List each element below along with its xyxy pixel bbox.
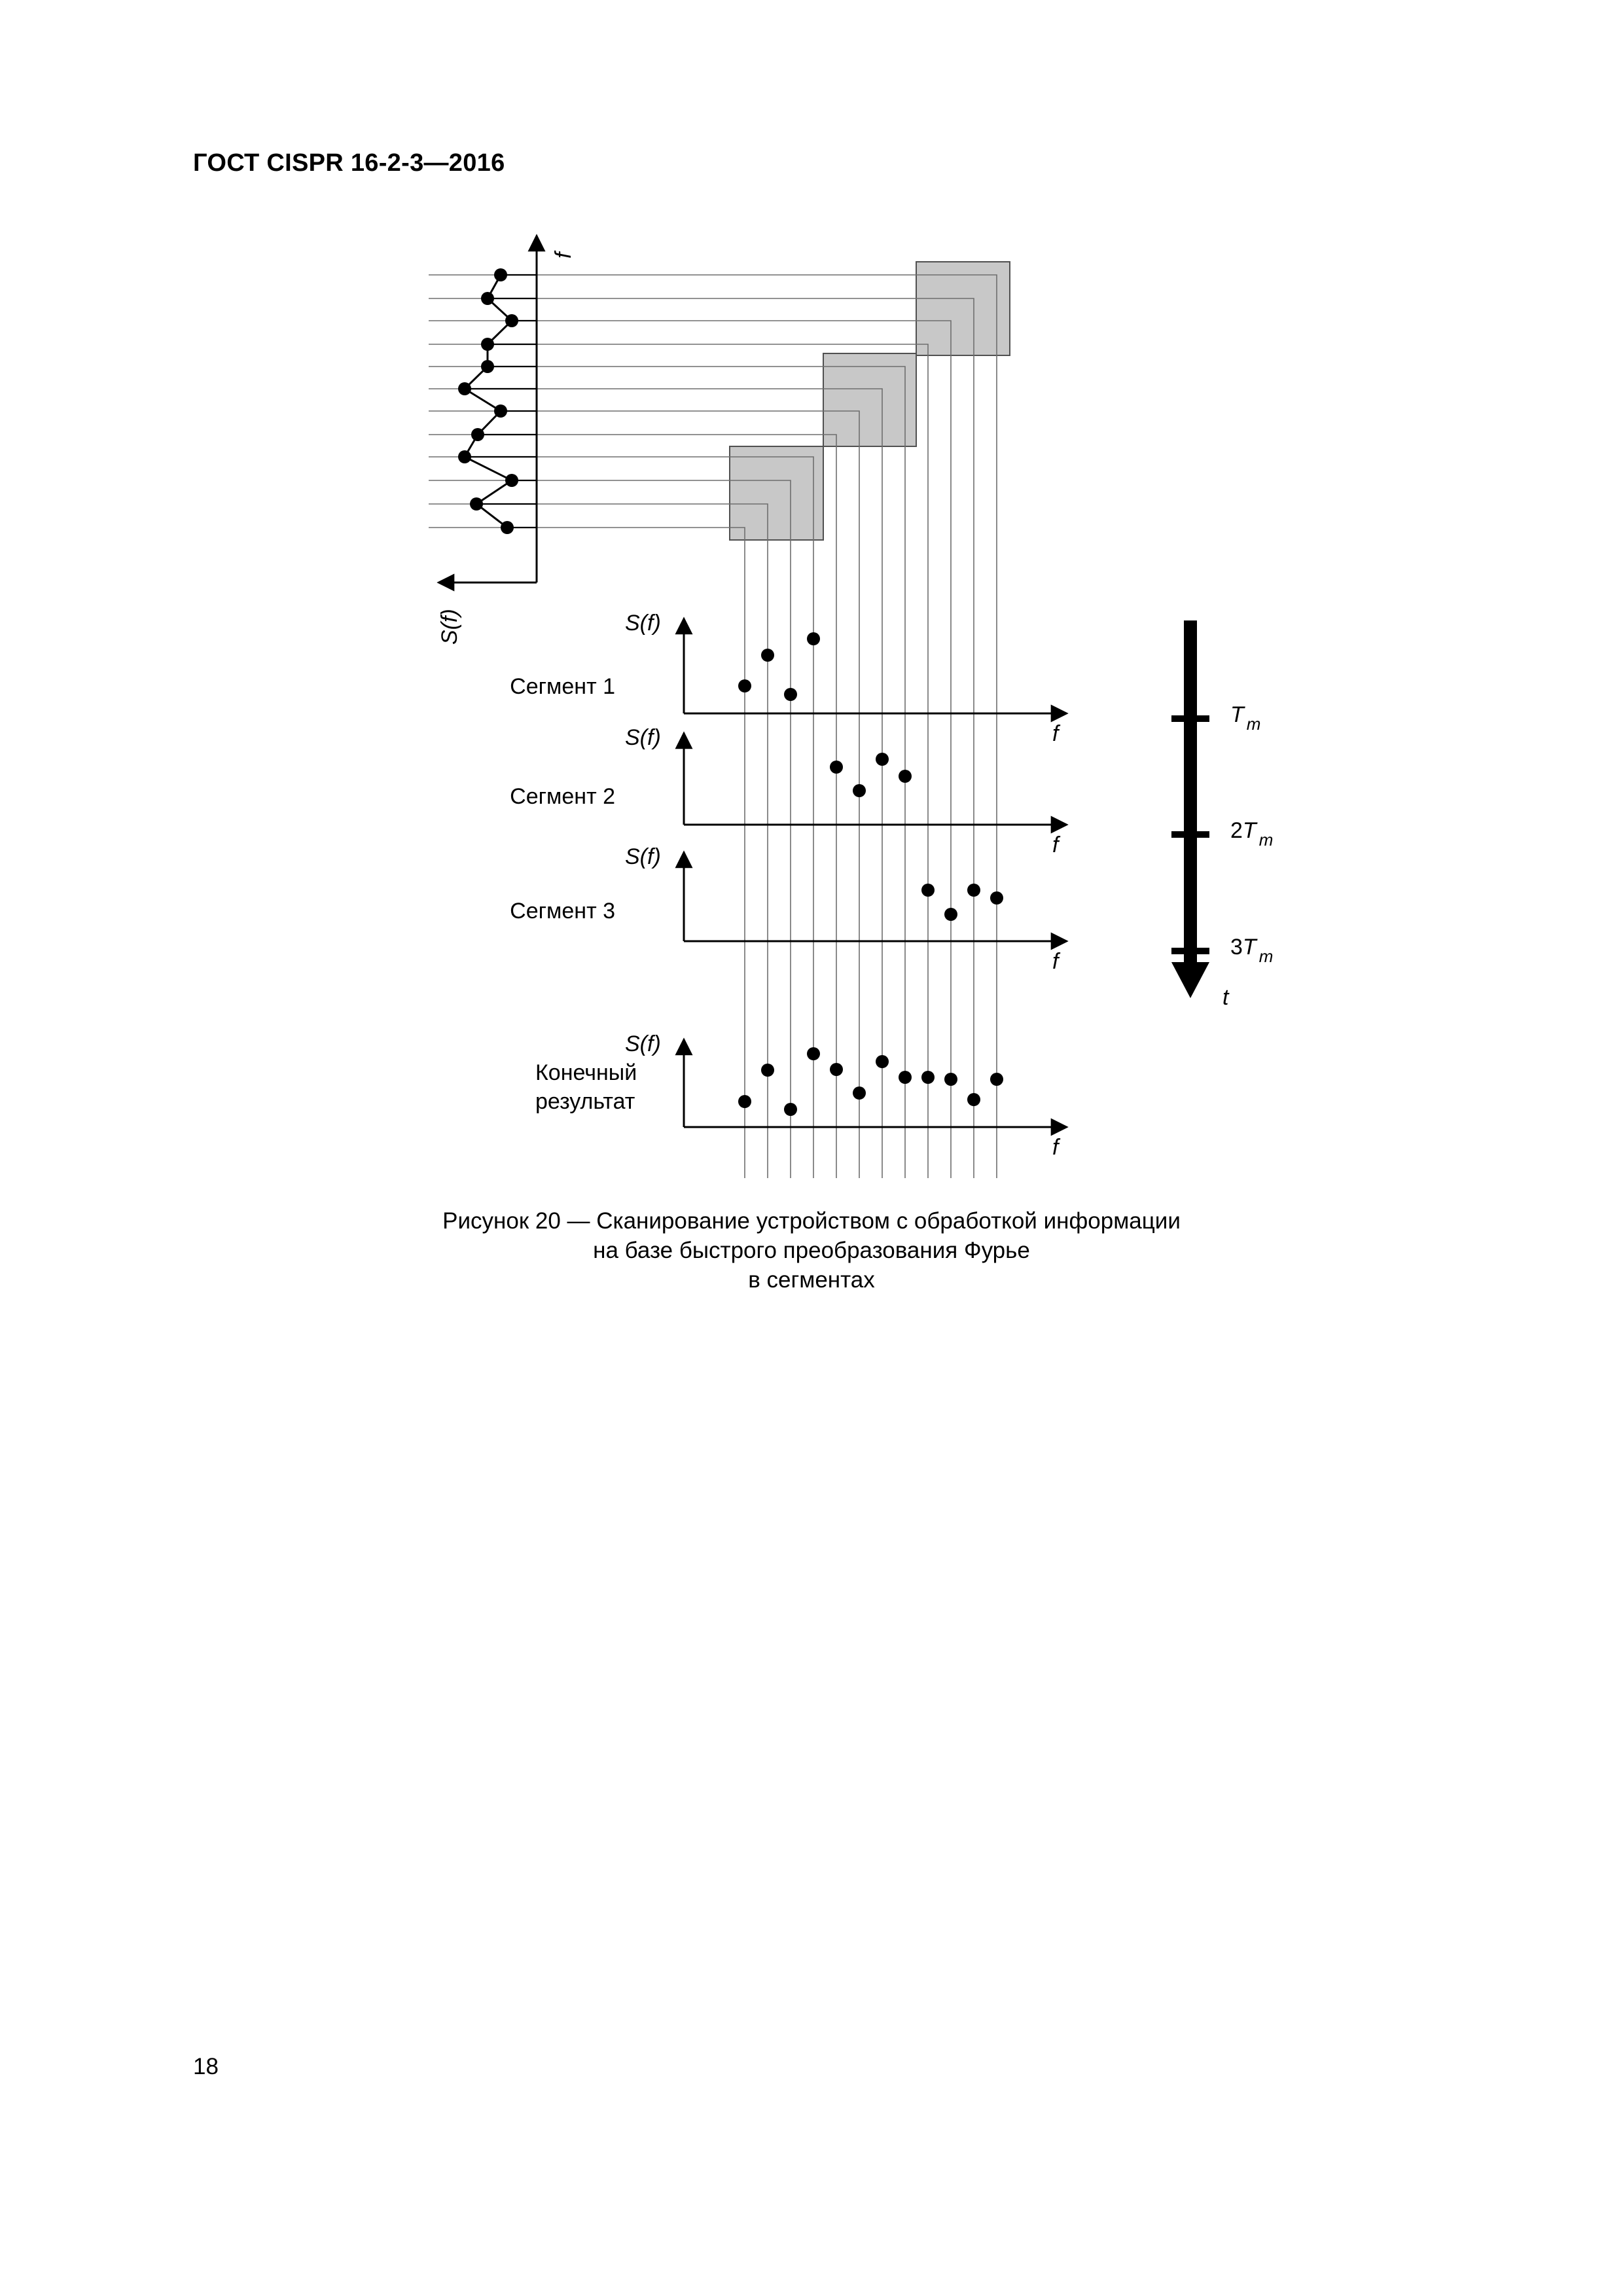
document-header: ГОСТ CISPR 16-2-3—2016: [193, 149, 505, 177]
top-spectrum-points: [458, 268, 518, 534]
time-tick-prefix: 3: [1230, 935, 1243, 960]
panel-data-point: [899, 770, 912, 783]
panel-name-line: результат: [535, 1089, 635, 1114]
panel-data-point: [738, 1095, 751, 1108]
time-tick-subscript: m: [1258, 946, 1274, 966]
frequency-route-line: [429, 321, 951, 1178]
panel-data-point: [807, 1047, 820, 1060]
segment-boxes: [730, 262, 1010, 540]
top-f-axis-label: f: [551, 252, 576, 259]
time-tick-symbol: T: [1242, 818, 1257, 843]
time-tick-subscript: m: [1246, 714, 1261, 734]
time-tick-symbol: T: [1242, 935, 1257, 960]
time-axis: [1171, 620, 1273, 1010]
top-spectrum-point: [505, 314, 518, 327]
panel-name: Сегмент 3: [510, 899, 615, 924]
caption-line: в сегментах: [748, 1267, 875, 1293]
segment-panel: [510, 844, 1067, 974]
top-spectrum-point: [481, 338, 494, 351]
panel-data-point: [761, 649, 774, 662]
panel-data-point: [899, 1071, 912, 1084]
top-s-axis-label: S(f): [437, 609, 462, 645]
time-tick-symbol: T: [1230, 702, 1244, 727]
segment-panel: [510, 611, 1067, 746]
top-spectrum-point: [494, 268, 507, 281]
time-tick-prefix: 2: [1230, 818, 1243, 843]
panel-name-line: Конечный: [535, 1060, 637, 1085]
panel-data-point: [967, 1093, 980, 1106]
time-tick-mark: [1171, 831, 1209, 838]
segment-box: [823, 353, 916, 446]
panel-y-axis-label: S(f): [625, 844, 661, 869]
panel-data-point: [990, 1073, 1003, 1086]
time-tick-label: [1230, 702, 1260, 734]
time-axis-shaft: [1184, 620, 1197, 964]
frequency-route-line: [429, 344, 928, 1178]
panel-data-point: [853, 1086, 866, 1100]
panel-data-point: [921, 1071, 935, 1084]
figure-caption: [0, 1206, 1623, 1295]
top-spectrum-point: [505, 474, 518, 487]
panel-data-point: [784, 688, 797, 701]
panel-x-axis-label: f: [1052, 721, 1059, 746]
panel-y-axis-label: S(f): [625, 611, 661, 636]
top-spectrum-point: [470, 497, 483, 511]
segment-panel: [510, 725, 1067, 857]
caption-line: на базе быстрого преобразования Фурье: [593, 1238, 1030, 1263]
time-tick-mark: [1171, 715, 1209, 722]
panel-data-point: [944, 1073, 957, 1086]
top-spectrum-point: [481, 360, 494, 373]
panel-data-point: [990, 891, 1003, 905]
panel-x-axis-label: f: [1052, 833, 1059, 857]
time-tick-label: [1230, 935, 1273, 966]
top-spectrum-point: [458, 382, 471, 395]
panel-data-point: [807, 632, 820, 645]
panel-y-axis-label: S(f): [625, 725, 661, 750]
panel-data-point: [830, 761, 843, 774]
segment-panel: [535, 1031, 1067, 1160]
top-spectrum-point: [501, 521, 514, 534]
panel-data-point: [784, 1103, 797, 1116]
panel-data-point: [853, 784, 866, 797]
panel-data-point: [967, 884, 980, 897]
panel-data-point: [738, 679, 751, 692]
top-spectrum-plot: [437, 236, 576, 645]
panel-data-point: [830, 1063, 843, 1076]
top-spectrum-point: [458, 450, 471, 463]
panel-name: Сегмент 2: [510, 784, 615, 809]
page-number: 18: [193, 2054, 219, 2079]
time-tick-mark: [1171, 948, 1209, 954]
panel-data-point: [921, 884, 935, 897]
top-spectrum-envelope: [465, 275, 512, 528]
time-tick-subscript: m: [1258, 830, 1274, 850]
panel-x-axis-label: f: [1052, 949, 1059, 974]
caption-line: Рисунок 20 — Сканирование устройством с обработкой информации: [442, 1208, 1181, 1234]
time-axis-arrowhead: [1171, 962, 1209, 998]
top-spectrum-point: [481, 292, 494, 305]
time-axis-label: t: [1222, 985, 1229, 1010]
segment-box: [916, 262, 1010, 355]
top-spectrum-point: [494, 404, 507, 418]
panel-data-point: [944, 908, 957, 921]
top-spectrum-point: [471, 428, 484, 441]
segment-box: [730, 446, 823, 540]
panel-data-point: [761, 1064, 774, 1077]
panel-data-point: [876, 753, 889, 766]
panel-data-point: [876, 1055, 889, 1068]
panel-y-axis-label: S(f): [625, 1031, 661, 1056]
top-spectrum-stems: [465, 275, 537, 528]
segment-panels: [510, 611, 1067, 1160]
panel-x-axis-label: f: [1052, 1135, 1059, 1160]
time-tick-label: [1230, 818, 1273, 850]
panel-name: Сегмент 1: [510, 674, 615, 699]
